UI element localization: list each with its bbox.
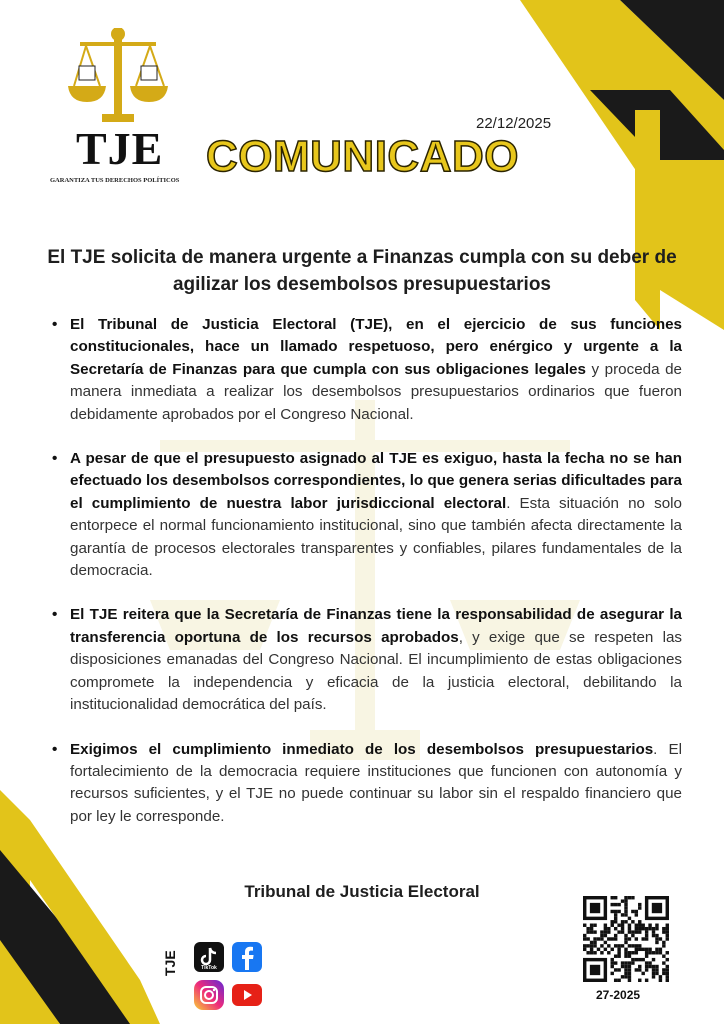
paragraph-bold: El Tribunal de Justicia Electoral (TJE), en el ejercicio de sus funciones constitucionales, hace un llamado respetuoso, pero enérgico y urgente a la Secretaría de Finanzas para que cumpla con sus obligaciones legales <box>70 316 682 378</box>
paragraph-text: y proceda de manera inmediata a realizar los desembolsos presupuestarios ordinarios que fueron debidamente aprobados por el Congreso Nacional. <box>70 360 682 423</box>
logo-letters: TJE <box>76 123 164 174</box>
paragraph-3 <box>52 604 682 716</box>
paragraph-bold: A pesar de que el presupuesto asignado al TJE es exiguo, hasta la fecha no se han efectuado los desembolsos correspondientes, lo que genera serias dificultades para el cumplimiento de nuestra labor jurisdiccional electoral <box>70 450 682 512</box>
paragraph-4 <box>52 739 682 829</box>
communique-body <box>52 314 682 850</box>
tiktok-label: TikTok <box>201 965 217 971</box>
paragraph-bold: Exigimos el cumplimiento inmediato de los desembolsos presupuestarios <box>70 740 654 758</box>
page-title: COMUNICADO <box>206 132 519 181</box>
paragraph-2 <box>52 448 682 582</box>
tje-vertical-label: TJE <box>162 950 178 976</box>
instagram-icon[interactable] <box>194 980 224 1010</box>
logo-tagline: GARANTIZA TUS DERECHOS POLÍTICOS <box>50 177 180 184</box>
qr-code-icon[interactable] <box>583 896 669 982</box>
headline: El TJE solicita de manera urgente a Finanzas cumpla con su deber de agilizar los desembolsos presupuestarios <box>47 247 677 295</box>
paragraph-text: . El fortalecimiento de la democracia requiere instituciones que funcionen con autonomía y recursos suficientes, y el TJE no puede continuar su labor sin el respaldo financiero que por ley le corresponde. <box>70 740 682 825</box>
signature: Tribunal de Justicia Electoral <box>244 882 480 901</box>
paragraph-1 <box>52 314 682 426</box>
facebook-icon[interactable] <box>232 942 262 972</box>
paragraph-text: , y exige que se respeten las disposiciones emanadas del Congreso Nacional. El incumplimiento de estas obligaciones compromete la independencia y eficacia de la justicia electoral, debilitando la institucionalidad democrática del país. <box>70 628 682 714</box>
paragraph-bold: El TJE reitera que la Secretaría de Finanzas tiene la responsabilidad de asegurar la transferencia oportuna de los recursos aprobados <box>70 606 682 646</box>
tiktok-icon[interactable] <box>194 942 224 972</box>
paragraph-text: . Esta situación no solo entorpece el normal funcionamiento institucional, sino que también afecta directamente la garantía de procesos electorales transparentes y confiables, pilares fundamentales de la democracia. <box>70 494 682 580</box>
qr-code-label: 27-2025 <box>596 988 641 1002</box>
social-icons <box>190 940 270 1014</box>
date: 22/12/2025 <box>476 115 552 132</box>
youtube-icon[interactable] <box>232 984 262 1006</box>
